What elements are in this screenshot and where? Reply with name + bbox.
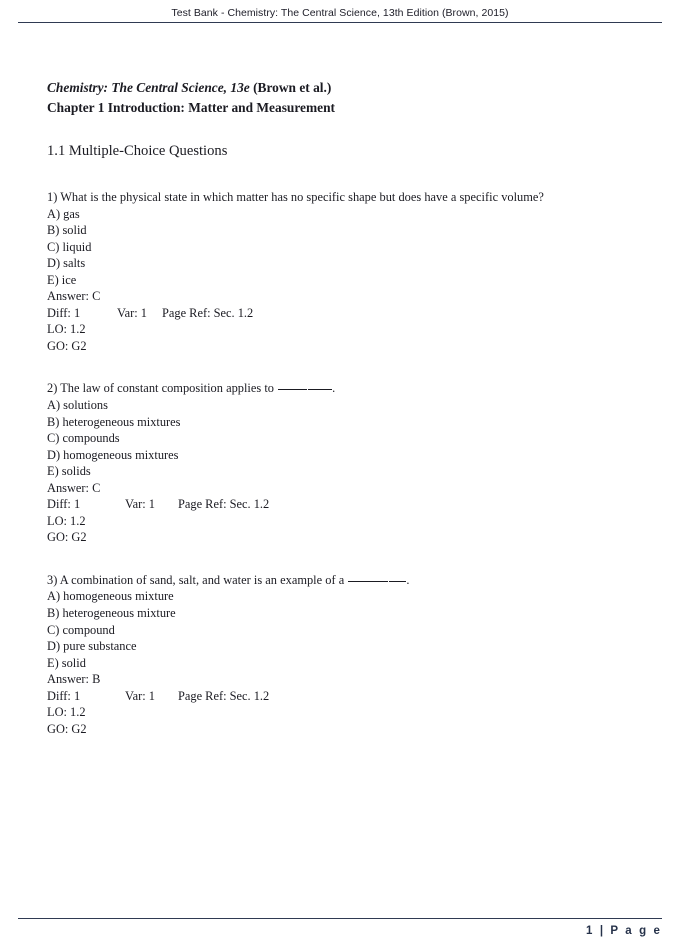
question-stem bbox=[47, 189, 647, 206]
question-stem-tail: . bbox=[332, 381, 336, 396]
global-objective: GO: G2 bbox=[47, 338, 87, 353]
variant-value: Var: 1 bbox=[125, 497, 155, 512]
choice-option: E) solids bbox=[47, 464, 91, 479]
choice-option: B) heterogeneous mixtures bbox=[47, 414, 181, 429]
page-reference: Page Ref: Sec. 1.2 bbox=[178, 497, 270, 512]
fill-in-blank bbox=[389, 581, 406, 582]
learning-objective: LO: 1.2 bbox=[47, 705, 86, 720]
global-objective: GO: G2 bbox=[47, 530, 87, 545]
choice-option: E) solid bbox=[47, 655, 86, 670]
fill-in-blank bbox=[348, 581, 388, 582]
choice-option: D) salts bbox=[47, 256, 86, 271]
difficulty-value: Diff: 1 bbox=[47, 688, 81, 703]
page-header-text: Test Bank - Chemistry: The Central Science, 13th Edition (Brown, 2015) bbox=[171, 7, 509, 19]
choice-option: D) pure substance bbox=[47, 639, 137, 654]
choice-option: B) solid bbox=[47, 223, 87, 238]
fill-in-blank bbox=[308, 389, 332, 390]
choice-option: C) compounds bbox=[47, 431, 120, 446]
question-block bbox=[47, 189, 647, 354]
question-stem-tail: . bbox=[406, 572, 410, 587]
variant-value: Var: 1 bbox=[125, 688, 155, 703]
choice-option: A) homogeneous mixture bbox=[47, 589, 174, 604]
section-heading: 1.1 Multiple-Choice Questions bbox=[47, 143, 228, 159]
metadata-row bbox=[47, 305, 647, 322]
question-stem-text: 1) What is the physical state in which matter has no specific shape but does have a specific volume? bbox=[47, 190, 544, 204]
choice-option: E) ice bbox=[47, 272, 77, 287]
page-reference: Page Ref: Sec. 1.2 bbox=[178, 688, 270, 703]
page-reference: Page Ref: Sec. 1.2 bbox=[162, 305, 254, 320]
page-header bbox=[18, 7, 662, 20]
question-stem-text: 3) A combination of sand, salt, and water is an example of a bbox=[47, 572, 348, 587]
choice-option: C) liquid bbox=[47, 239, 92, 254]
page-number-label: 1 | P a g e bbox=[586, 925, 662, 937]
book-title: Chemistry: The Central Science, 13e bbox=[47, 80, 250, 95]
variant-value: Var: 1 bbox=[117, 305, 147, 320]
learning-objective: LO: 1.2 bbox=[47, 322, 86, 337]
choice-option: A) solutions bbox=[47, 398, 108, 413]
difficulty-value: Diff: 1 bbox=[47, 497, 81, 512]
learning-objective: LO: 1.2 bbox=[47, 513, 86, 528]
answer-line: Answer: B bbox=[47, 672, 101, 687]
global-objective: GO: G2 bbox=[47, 721, 87, 736]
choice-option: B) heterogeneous mixture bbox=[47, 606, 176, 621]
question-stem bbox=[47, 572, 647, 589]
fill-in-blank bbox=[278, 389, 307, 390]
footer-divider-rule bbox=[18, 918, 662, 919]
metadata-row bbox=[47, 688, 647, 705]
question-block bbox=[47, 380, 647, 545]
document-body bbox=[47, 78, 647, 737]
question-stem bbox=[47, 380, 647, 397]
chapter-title-line: Chapter 1 Introduction: Matter and Measurement bbox=[47, 99, 336, 115]
book-authors: (Brown et al.) bbox=[249, 80, 332, 95]
choice-option: C) compound bbox=[47, 622, 115, 637]
page-footer bbox=[18, 921, 662, 939]
metadata-row bbox=[47, 496, 647, 513]
difficulty-value: Diff: 1 bbox=[47, 305, 81, 320]
question-block bbox=[47, 572, 647, 737]
header-divider-rule bbox=[18, 22, 662, 23]
answer-line: Answer: C bbox=[47, 289, 101, 304]
choice-option: D) homogeneous mixtures bbox=[47, 447, 179, 462]
choice-option: A) gas bbox=[47, 206, 80, 221]
answer-line: Answer: C bbox=[47, 480, 101, 495]
question-stem-text: 2) The law of constant composition applies to bbox=[47, 381, 278, 396]
book-title-line bbox=[47, 78, 647, 98]
